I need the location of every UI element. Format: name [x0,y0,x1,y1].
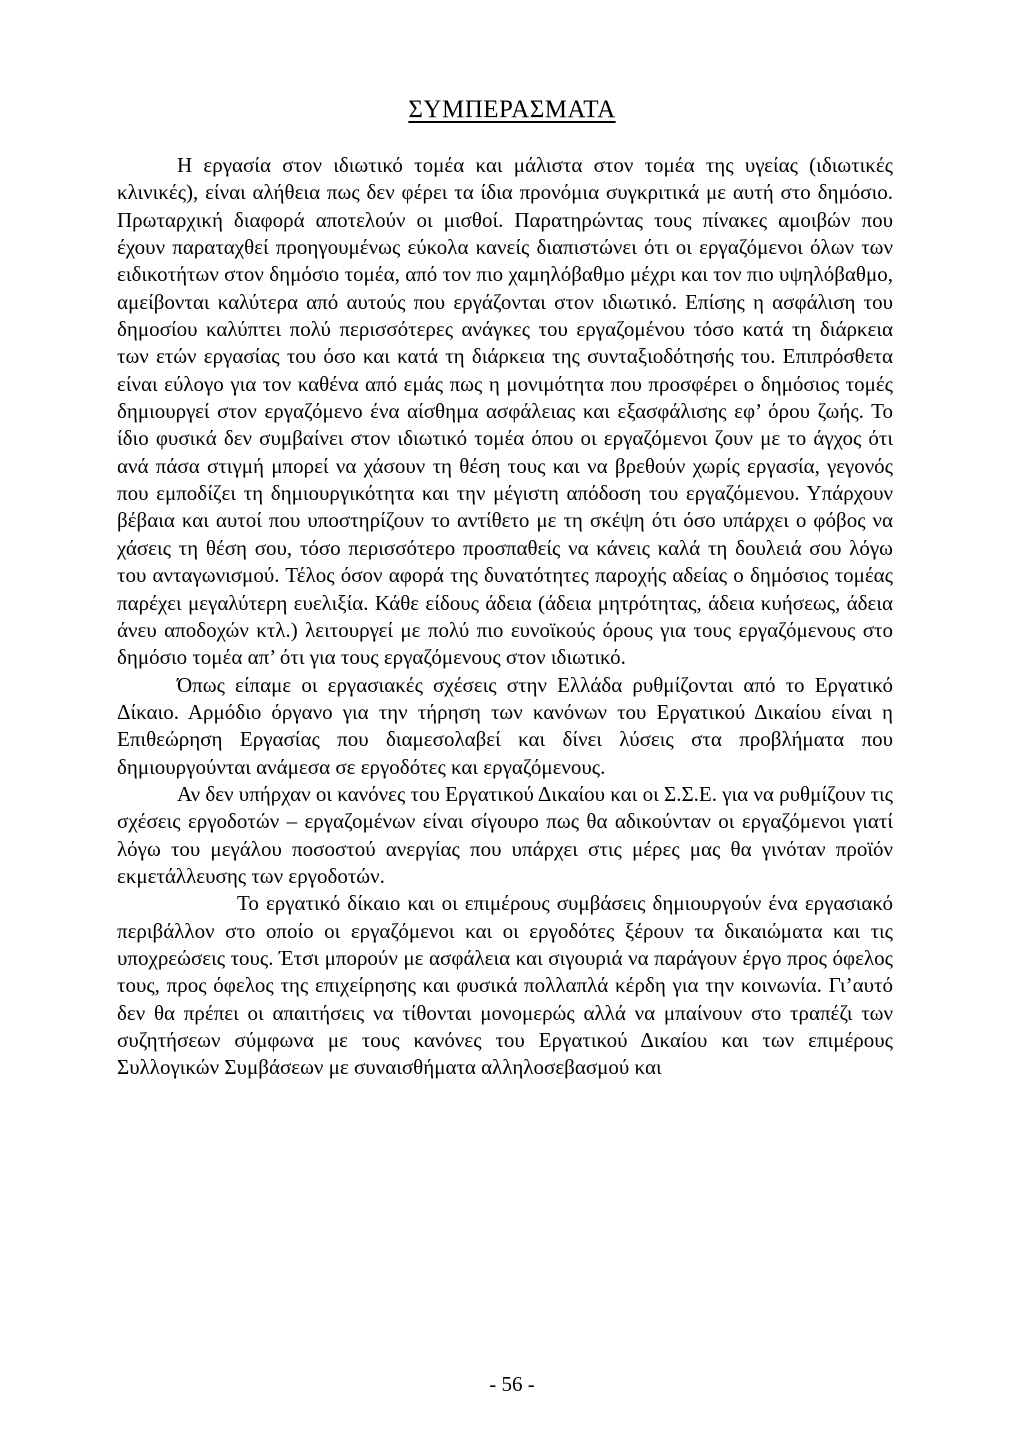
paragraph: Η εργασία στον ιδιωτικό τομέα και μάλιστα στον τομέα της υγείας (ιδιωτικές κλινικές), είναι αλήθεια πως δεν φέρει τα ίδια προνόμια συγκριτικά με αυτή στο δημόσιο. Πρωταρχική διαφορά αποτελούν οι μισθοί. Παρατηρώντας τους πίνακες αμοιβών που έχουν παραταχθεί προηγουμένως εύκολα κανείς διαπιστώνει ότι οι εργαζόμενοι όλων των ειδικοτήτων στον δημόσιο τομέα, από τον πιο χαμηλόβαθμο μέχρι και τον πιο υψηλόβαθμο, αμείβονται καλύτερα από αυτούς που εργάζονται στον ιδιωτικό. Επίσης η ασφάλιση του δημοσίου καλύπτει πολύ περισσότερες ανάγκες του εργαζομένου τόσο κατά τη διάρκεια των ετών εργασίας του όσο και κατά τη διάρκεια της συνταξιοδότησής του. Επιπρόσθετα είναι εύλογο για τον καθένα από εμάς πως η μονιμότητα που προσφέρει ο δημόσιος τομές δημιουργεί στον εργαζόμενο ένα αίσθημα ασφάλειας και εξασφάλισης εφ’ όρου ζωής. Το ίδιο φυσικά δεν συμβαίνει στον ιδιωτικό τομέα όπου οι εργαζόμενοι ζουν με το άγχος ότι ανά πάσα στιγμή μπορεί να χάσουν τη θέση τους και να βρεθούν χωρίς εργασία, γεγονός που εμποδίζει τη δημιουργικότητα και την μέγιστη απόδοση του εργαζόμενου. Υπάρχουν βέβαια και αυτοί που υποστηρίζουν το αντίθετο με τη σκέψη ότι όσο υπάρχει ο φόβος να χάσεις τη θέση σου, τόσο περισσότερο προσπαθείς να κάνεις καλά τη δουλειά σου λόγω του ανταγωνισμού. Τέλος όσον αφορά της δυνατότητες παροχής αδείας ο δημόσιος τομέας παρέχει μεγαλύτερη ευελιξία. Κάθε είδους άδεια (άδεια μητρότητας, άδεια κυήσεως, άδεια άνευ αποδοχών κτλ.) λειτουργεί με πολύ πιο ευνοϊκούς όρους για τους εργαζόμενους στο δημόσιο τομέα απ’ ότι για τους εργαζόμενους στον ιδιωτικό. [117,153,893,670]
page-title: ΣΥΜΠΕΡΑΣΜΑΤΑ [408,96,616,123]
paragraph: Όπως είπαμε οι εργασιακές σχέσεις στην Ελλάδα ρυθμίζονται από το Εργατικό Δίκαιο. Αρμόδιο όργανο για την τήρηση των κανόνων του Εργατικού Δικαίου είναι η Επιθεώρηση Εργασίας που διαμεσολαβεί και δίνει λύσεις στα προβλήματα που δημιουργούνται ανάμεσα σε εργοδότες και εργαζόμενους. [117,672,893,779]
paragraph: Αν δεν υπήρχαν οι κανόνες του Εργατικού Δικαίου και οι Σ.Σ.Ε. για να ρυθμίζουν τις σχέσεις εργοδοτών – εργαζομένων είναι σίγουρο πως θα αδικούνταν οι εργαζόμενοι γιατί λόγω του μεγάλου ποσοστού ανεργίας που υπάρχει στις μέρες μας θα γινόταν προϊόν εκμετάλλευσης των εργοδοτών. [117,781,893,888]
paragraph: Το εργατικό δίκαιο και οι επιμέρους συμβάσεις δημιουργούν ένα εργασιακό περιβάλλον στο οποίο οι εργαζόμενοι και οι εργοδότες ξέρουν τα δικαιώματα και τις υποχρεώσεις τους. Έτσι μπορούν με ασφάλεια και σιγουριά να παράγουν έργο προς όφελος τους, προς όφελος της επιχείρησης και φυσικά πολλαπλά κέρδη για την κοινωνία. Γι’αυτό δεν θα πρέπει οι απαιτήσεις να τίθονται μονομερώς αλλά να μπαίνουν στο τραπέζι των συζητήσεων σύμφωνα με τους κανόνες του Εργατικού Δικαίου και των επιμέρους Συλλογικών Συμβάσεων με συναισθήματα αλληλοσεβασμού και [117,891,893,1080]
body-text [117,152,893,1082]
page-number: - 56 - [489,1372,535,1396]
